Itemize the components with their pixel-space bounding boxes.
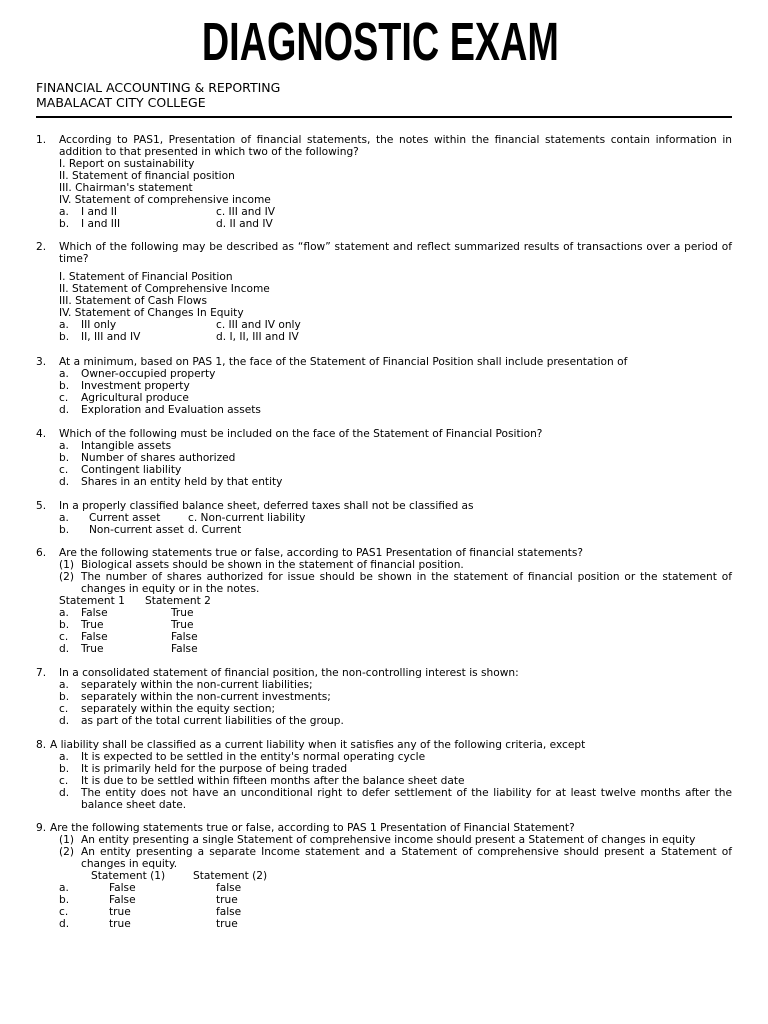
option-row	[59, 440, 732, 452]
table-row	[59, 918, 732, 930]
choice-row	[59, 206, 732, 218]
question-6	[36, 547, 732, 655]
question-stem: In a properly classified balance sheet, deferred taxes shall not be classified as	[59, 500, 474, 512]
item-line: II. Statement of financial position	[59, 170, 235, 182]
row-letter: c.	[59, 906, 69, 918]
option-row	[59, 715, 732, 727]
choice-letter: b.	[59, 524, 70, 536]
cell-2: false	[216, 906, 242, 918]
option-letter: d.	[59, 476, 70, 488]
table-header-1: Statement 1	[59, 595, 125, 607]
question-stem: Which of the following must be included on the face of the Statement of Financial Position?	[59, 428, 543, 440]
option-letter: b.	[59, 691, 70, 703]
option-letter: c.	[59, 392, 69, 404]
option-text: It is due to be settled within fifteen months after the balance sheet date	[81, 775, 465, 787]
question-4	[36, 428, 732, 488]
item-line: III. Statement of Cash Flows	[59, 295, 207, 307]
item-line: I. Statement of Financial Position	[59, 271, 233, 283]
option-letter: b.	[59, 452, 70, 464]
choice-letter: b.	[59, 218, 70, 230]
option-text: separately within the non-current liabilities;	[81, 679, 313, 691]
table-row	[59, 619, 732, 631]
statement-row	[59, 559, 732, 571]
item-line: II. Statement of Comprehensive Income	[59, 283, 270, 295]
question-9	[36, 822, 732, 930]
question-stem: Which of the following may be described as “flow” statement and reflect summarized results of transactions over a period of time?	[59, 241, 732, 265]
choice-row	[59, 319, 732, 331]
item-line: III. Chairman's statement	[59, 182, 193, 194]
table-row	[59, 894, 732, 906]
table-header-2: Statement 2	[145, 595, 211, 607]
option-row	[59, 380, 732, 392]
option-text: Number of shares authorized	[81, 452, 236, 464]
option-letter: c.	[59, 464, 69, 476]
cell-2: False	[171, 631, 198, 643]
table-header	[59, 595, 732, 607]
statement-row	[59, 846, 732, 870]
row-letter: a.	[59, 882, 69, 894]
option-text: Owner-occupied property	[81, 368, 216, 380]
option-text: Contingent liability	[81, 464, 182, 476]
choice-text: Current asset	[89, 512, 161, 524]
cell-2: false	[216, 882, 242, 894]
cell-1: False	[109, 882, 136, 894]
choice-text: d. Current	[188, 524, 242, 536]
question-stem: At a minimum, based on PAS 1, the face of the Statement of Financial Position shall include presentation of	[59, 356, 628, 368]
choice-letter: a.	[59, 206, 69, 218]
option-letter: a.	[59, 368, 69, 380]
question-stem: According to PAS1, Presentation of financial statements, the notes within the financial statements contain information in addition to that presented in which two of the following?	[59, 134, 732, 158]
choice-text: Non-current asset	[89, 524, 184, 536]
option-row	[59, 751, 732, 763]
question-stem: A liability shall be classified as a current liability when it satisfies any of the following criteria, except	[50, 739, 586, 751]
choice-text: d. II and IV	[216, 218, 273, 230]
choice-text: c. III and IV only	[216, 319, 301, 331]
option-letter: d.	[59, 404, 70, 416]
item-line: IV. Statement of Changes In Equity	[59, 307, 244, 319]
option-row	[59, 392, 732, 404]
exam-title: DIAGNOSTIC EXAM	[201, 12, 559, 72]
table-row	[59, 631, 732, 643]
statement-text: An entity presenting a single Statement of comprehensive income should present a Statement of changes in equity	[81, 834, 696, 846]
option-letter: a.	[59, 679, 69, 691]
question-stem: Are the following statements true or false, according to PAS1 Presentation of financial statements?	[59, 547, 584, 559]
table-header-2: Statement (2)	[193, 870, 268, 882]
choice-letter: b.	[59, 331, 70, 343]
header-rule	[36, 116, 732, 118]
statement-number: (2)	[59, 571, 75, 583]
question-5	[36, 500, 732, 536]
question-3	[36, 356, 732, 416]
table-row	[59, 607, 732, 619]
choice-row	[59, 524, 732, 536]
option-row	[59, 476, 732, 488]
choice-text: c. Non-current liability	[188, 512, 306, 524]
option-row	[59, 368, 732, 380]
table-header	[59, 870, 732, 882]
statement-row	[59, 834, 732, 846]
question-number: 6.	[36, 547, 47, 559]
question-number: 3.	[36, 356, 47, 368]
question-stem: In a consolidated statement of financial position, the non-controlling interest is shown:	[59, 667, 519, 679]
question-number: 8.	[36, 739, 47, 751]
school-line: MABALACAT CITY COLLEGE	[36, 95, 206, 110]
option-text: It is expected to be settled in the entity's normal operating cycle	[81, 751, 426, 763]
cell-1: False	[81, 631, 108, 643]
cell-2: False	[171, 643, 198, 655]
cell-2: True	[171, 619, 194, 631]
question-number: 4.	[36, 428, 47, 440]
table-row	[59, 906, 732, 918]
question-number: 2.	[36, 241, 47, 253]
option-letter: a.	[59, 440, 69, 452]
option-text: The entity does not have an unconditional right to defer settlement of the liability for at least twelve months after the balance sheet date.	[81, 787, 732, 811]
cell-2: true	[216, 894, 238, 906]
option-letter: b.	[59, 380, 70, 392]
row-letter: b.	[59, 894, 70, 906]
question-number: 9.	[36, 822, 47, 834]
option-text: separately within the equity section;	[81, 703, 276, 715]
choice-row	[59, 218, 732, 230]
statement-number: (1)	[59, 559, 75, 571]
option-row	[59, 452, 732, 464]
option-row	[59, 691, 732, 703]
option-letter: c.	[59, 703, 69, 715]
choice-row	[59, 331, 732, 343]
cell-2: true	[216, 918, 238, 930]
table-row	[59, 643, 732, 655]
option-letter: a.	[59, 751, 69, 763]
choice-letter: a.	[59, 319, 69, 331]
option-row	[59, 763, 732, 775]
cell-2: True	[171, 607, 194, 619]
question-number: 1.	[36, 134, 47, 146]
option-row	[59, 679, 732, 691]
cell-1: true	[109, 918, 131, 930]
row-letter: d.	[59, 643, 70, 655]
statement-number: (1)	[59, 834, 75, 846]
choice-text: I and II	[81, 206, 118, 218]
option-text: Exploration and Evaluation assets	[81, 404, 261, 416]
cell-1: True	[81, 643, 104, 655]
option-letter: b.	[59, 763, 70, 775]
option-letter: d.	[59, 715, 70, 727]
question-2	[36, 241, 732, 343]
row-letter: a.	[59, 607, 69, 619]
table-header-1: Statement (1)	[91, 870, 166, 882]
item-line: IV. Statement of comprehensive income	[59, 194, 271, 206]
option-text: Investment property	[81, 380, 190, 392]
question-7	[36, 667, 732, 727]
question-number: 5.	[36, 500, 47, 512]
option-text: Shares in an entity held by that entity	[81, 476, 283, 488]
item-line: I. Report on sustainability	[59, 158, 195, 170]
statement-row	[59, 571, 732, 595]
choice-letter: a.	[59, 512, 69, 524]
row-letter: b.	[59, 619, 70, 631]
option-text: Agricultural produce	[81, 392, 189, 404]
option-text: Intangible assets	[81, 440, 172, 452]
statement-text: An entity presenting a separate Income statement and a Statement of comprehensive should present a Statement of changes in equity.	[81, 846, 732, 870]
question-stem: Are the following statements true or false, according to PAS 1 Presentation of Financial Statement?	[50, 822, 575, 834]
option-text: as part of the total current liabilities of the group.	[81, 715, 344, 727]
row-letter: c.	[59, 631, 69, 643]
table-row	[59, 882, 732, 894]
statement-text: Biological assets should be shown in the statement of financial position.	[81, 559, 464, 571]
option-row	[59, 404, 732, 416]
subject-line: FINANCIAL ACCOUNTING & REPORTING	[36, 80, 281, 95]
option-row	[59, 775, 732, 787]
option-row	[59, 703, 732, 715]
cell-1: False	[81, 607, 108, 619]
row-letter: d.	[59, 918, 70, 930]
question-number: 7.	[36, 667, 47, 679]
question-1	[36, 134, 732, 230]
option-letter: c.	[59, 775, 69, 787]
option-text: It is primarily held for the purpose of being traded	[81, 763, 348, 775]
choice-text: c. III and IV	[216, 206, 275, 218]
cell-1: true	[109, 906, 131, 918]
option-row	[59, 464, 732, 476]
statement-number: (2)	[59, 846, 75, 858]
statement-text: The number of shares authorized for issue should be shown in the statement of financial position or the statement of changes in equity or in the notes.	[81, 571, 732, 595]
cell-1: True	[81, 619, 104, 631]
choice-text: II, III and IV	[81, 331, 141, 343]
choice-text: d. I, II, III and IV	[216, 331, 299, 343]
choice-text: I and III	[81, 218, 121, 230]
option-row	[59, 787, 732, 811]
choice-row	[59, 512, 732, 524]
choice-text: III only	[81, 319, 117, 331]
question-8	[36, 739, 732, 811]
option-text: separately within the non-current investments;	[81, 691, 331, 703]
option-letter: d.	[59, 787, 70, 799]
cell-1: False	[109, 894, 136, 906]
